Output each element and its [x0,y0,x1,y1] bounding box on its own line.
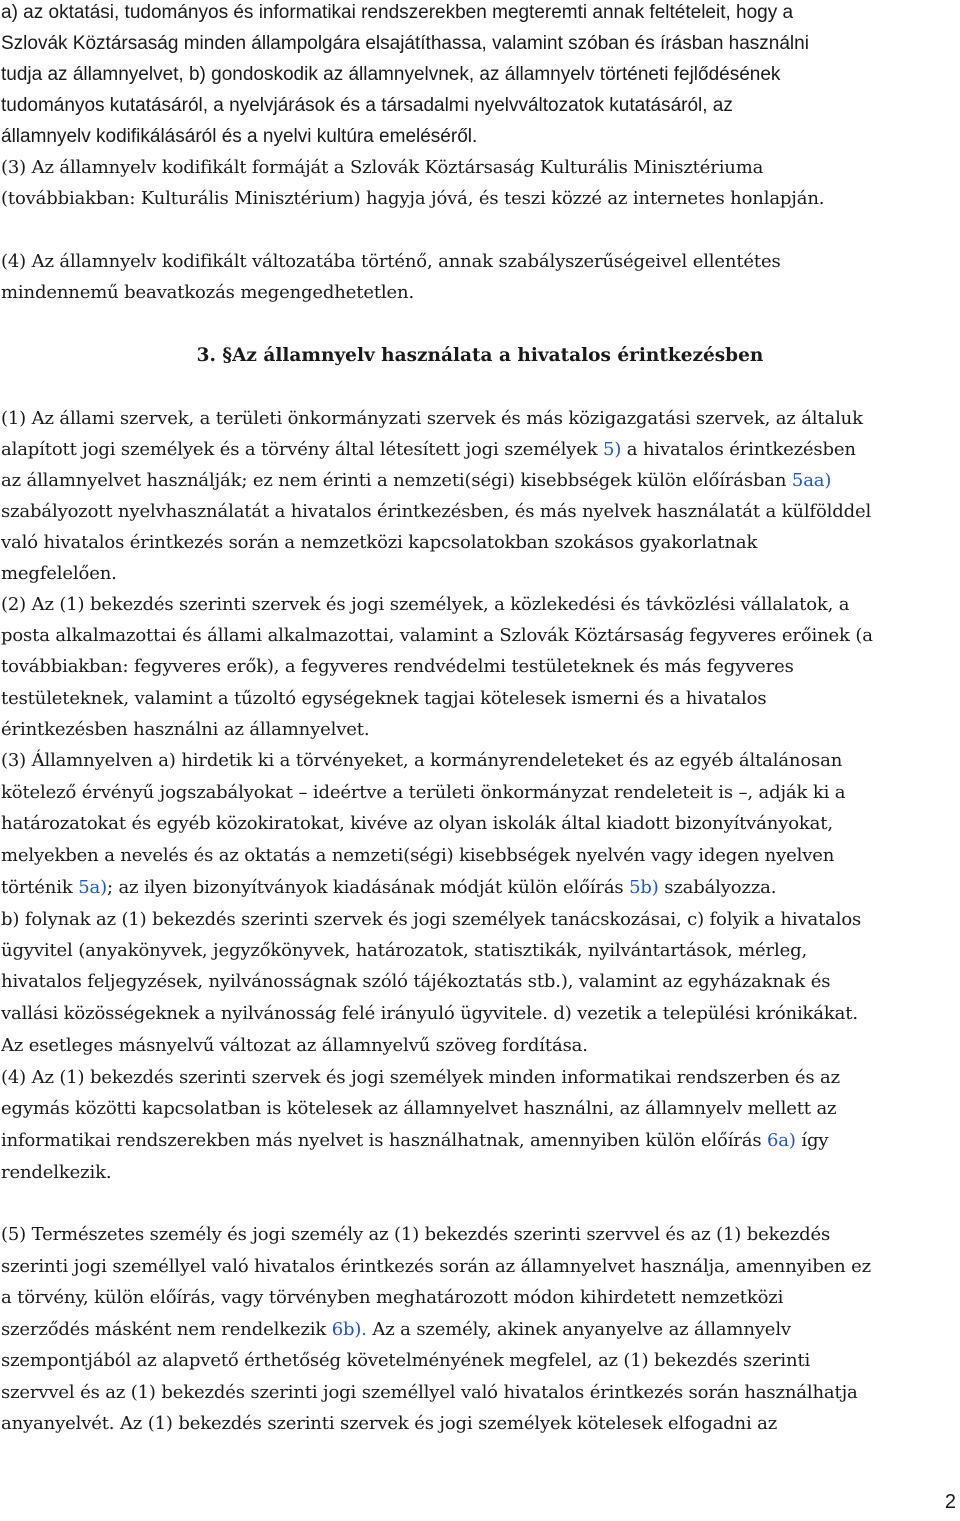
section-3-line: Az esetleges másnyelvű változat az államnyelvű szöveg fordítása. [1,1035,588,1056]
section-3-line: határozatokat és egyéb közokiratokat, kivéve az olyan iskolák által kiadott bizonyítványokat, [1,813,833,834]
section-4-line: (4) Az (1) bekezdés szerinti szervek és jogi személyek minden informatikai rendszerben és az [1,1067,840,1088]
paragraph-4-line: (4) Az államnyelv kodifikált változatába történő, annak szabályszerűségeivel ellentétes [1,251,781,272]
paragraph-3-line: (3) Az államnyelv kodifikált formáját a Szlovák Köztársaság Kulturális Minisztériuma [1,157,764,178]
section-5-line: anyanyelvét. Az (1) bekezdés szerinti szervek és jogi személyek kötelesek elfogadni az [1,1413,778,1434]
section-heading [0,340,960,371]
footnote-ref-link[interactable]: 6b). [331,1319,367,1340]
section-3-line: vallási közösségeknek a nyilvánosság felé irányuló ügyvitele. d) vezetik a települési krónikákat. [1,1003,858,1024]
section-5-line: (5) Természetes személy és jogi személy az (1) bekezdés szerinti szervvel és az (1) bekezdés [1,1224,831,1245]
section-3-line: melyekben a nevelés és az oktatás a nemzeti(ségi) kisebbségek nyelvén vagy idegen nyelven [1,845,835,866]
section-2-line: posta alkalmazottai és állami alkalmazottai, valamint a Szlovák Köztársaság fegyveres erőinek (a [1,625,873,646]
text-line: a) az oktatási, tudományos és informatikai rendszerekben megteremti annak feltételeit, hogy a [1,2,794,23]
section-title: Az államnyelv használata a hivatalos érintkezésben [232,345,764,366]
section-2-line: testületeknek, valamint a tűzoltó egységeknek tagjai kötelesek ismerni és a hivatalos [1,688,767,709]
section-4-line: informatikai rendszerekben más nyelvet is használhatnak, amennyiben külön előírás 6a) így [1,1130,829,1151]
paragraph-3-line: (továbbiakban: Kulturális Minisztérium) hagyja jóvá, és teszi közzé az internetes honlapján. [1,188,825,209]
section-1-line: való hivatalos érintkezés során a nemzetközi kapcsolatokban szokásos gyakorlatnak [1,532,758,553]
section-5-line: szerződés másként nem rendelkezik 6b). Az a személy, akinek anyanyelve az államnyelv [1,1319,791,1340]
text-line: államnyelv kodifikálásáról és a nyelvi kultúra emeléséről. [1,126,478,147]
section-1-line: megfelelően. [1,563,117,584]
section-3-line: kötelező érvényű jogszabályokat – ideértve a területi önkormányzat rendeleteit is –, adják ki a [1,782,846,803]
section-number: 3. § [196,345,233,366]
section-3-line: történik 5a); az ilyen bizonyítványok kiadásának módját külön előírás 5b) szabályozza. [1,877,777,898]
section-3-line: b) folynak az (1) bekezdés szerinti szervek és jogi személyek tanácskozásai, c) folyik a hivatalos [1,909,862,930]
section-1-line: alapított jogi személyek és a törvény által létesített jogi személyek 5) a hivatalos érintkezésben [1,439,856,460]
section-4-line: rendelkezik. [1,1162,112,1183]
section-1-line: az államnyelvet használják; ez nem érinti a nemzeti(ségi) kisebbségek külön előírásban 5aa) [1,470,832,491]
footnote-ref-link[interactable]: 6a) [767,1130,796,1151]
footnote-ref-link[interactable]: 5aa) [791,470,832,491]
section-2-line: (2) Az (1) bekezdés szerinti szervek és jogi személyek, a közlekedési és távközlési vállalatok, a [1,594,850,615]
page-number: 2 [944,1491,956,1513]
text-line: tudja az államnyelvet, b) gondoskodik az államnyelvnek, az államnyelv történeti fejlődésének [1,64,781,85]
section-5-line: a törvény, külön előírás, vagy törvényben meghatározott módon kihirdetett nemzetközi [1,1287,784,1308]
section-2-line: érintkezésben használni az államnyelvet. [1,719,370,740]
section-3-line: (3) Államnyelven a) hirdetik ki a törvényeket, a kormányrendeleteket és az egyéb általánosan [1,750,843,771]
footnote-ref-link[interactable]: 5b) [629,877,659,898]
section-3-line: ügyvitel (anyakönyvek, jegyzőkönyvek, határozatok, statisztikák, nyilvántartások, mérleg, [1,940,808,961]
footnote-ref-link[interactable]: 5) [603,439,622,460]
section-5-line: szervvel és az (1) bekezdés szerinti jogi személlyel való hivatalos érintkezés során használhatja [1,1382,858,1403]
text-line: Szlovák Köztársaság minden állampolgára elsajátíthassa, valamint szóban és írásban használni [1,33,809,54]
section-1-line: szabályozott nyelvhasználatát a hivatalos érintkezésben, és más nyelvek használatát a külfölddel [1,501,872,522]
paragraph-4-line: mindennemű beavatkozás megengedhetetlen. [1,282,415,303]
section-2-line: továbbiakban: fegyveres erők), a fegyveres rendvédelmi testületeknek és más fegyveres [1,656,794,677]
text-line: tudományos kutatásáról, a nyelvjárások és a társadalmi nyelvváltozatok kutatásáról, az [1,95,733,116]
section-3-line: hivatalos feljegyzések, nyilvánosságnak szóló tájékoztatás stb.), valamint az egyházaknak és [1,971,831,992]
section-1-line: (1) Az állami szervek, a területi önkormányzati szervek és más közigazgatási szervek, az általuk [1,408,863,429]
section-4-line: egymás közötti kapcsolatban is kötelesek az államnyelvet használni, az államnyelv mellett az [1,1098,837,1119]
section-5-line: szerinti jogi személlyel való hivatalos érintkezés során az államnyelvet használja, amennyiben ez [1,1256,872,1277]
footnote-ref-link[interactable]: 5a) [78,877,107,898]
section-5-line: szempontjából az alapvető érthetőség követelményének megfelel, az (1) bekezdés szerinti [1,1350,811,1371]
